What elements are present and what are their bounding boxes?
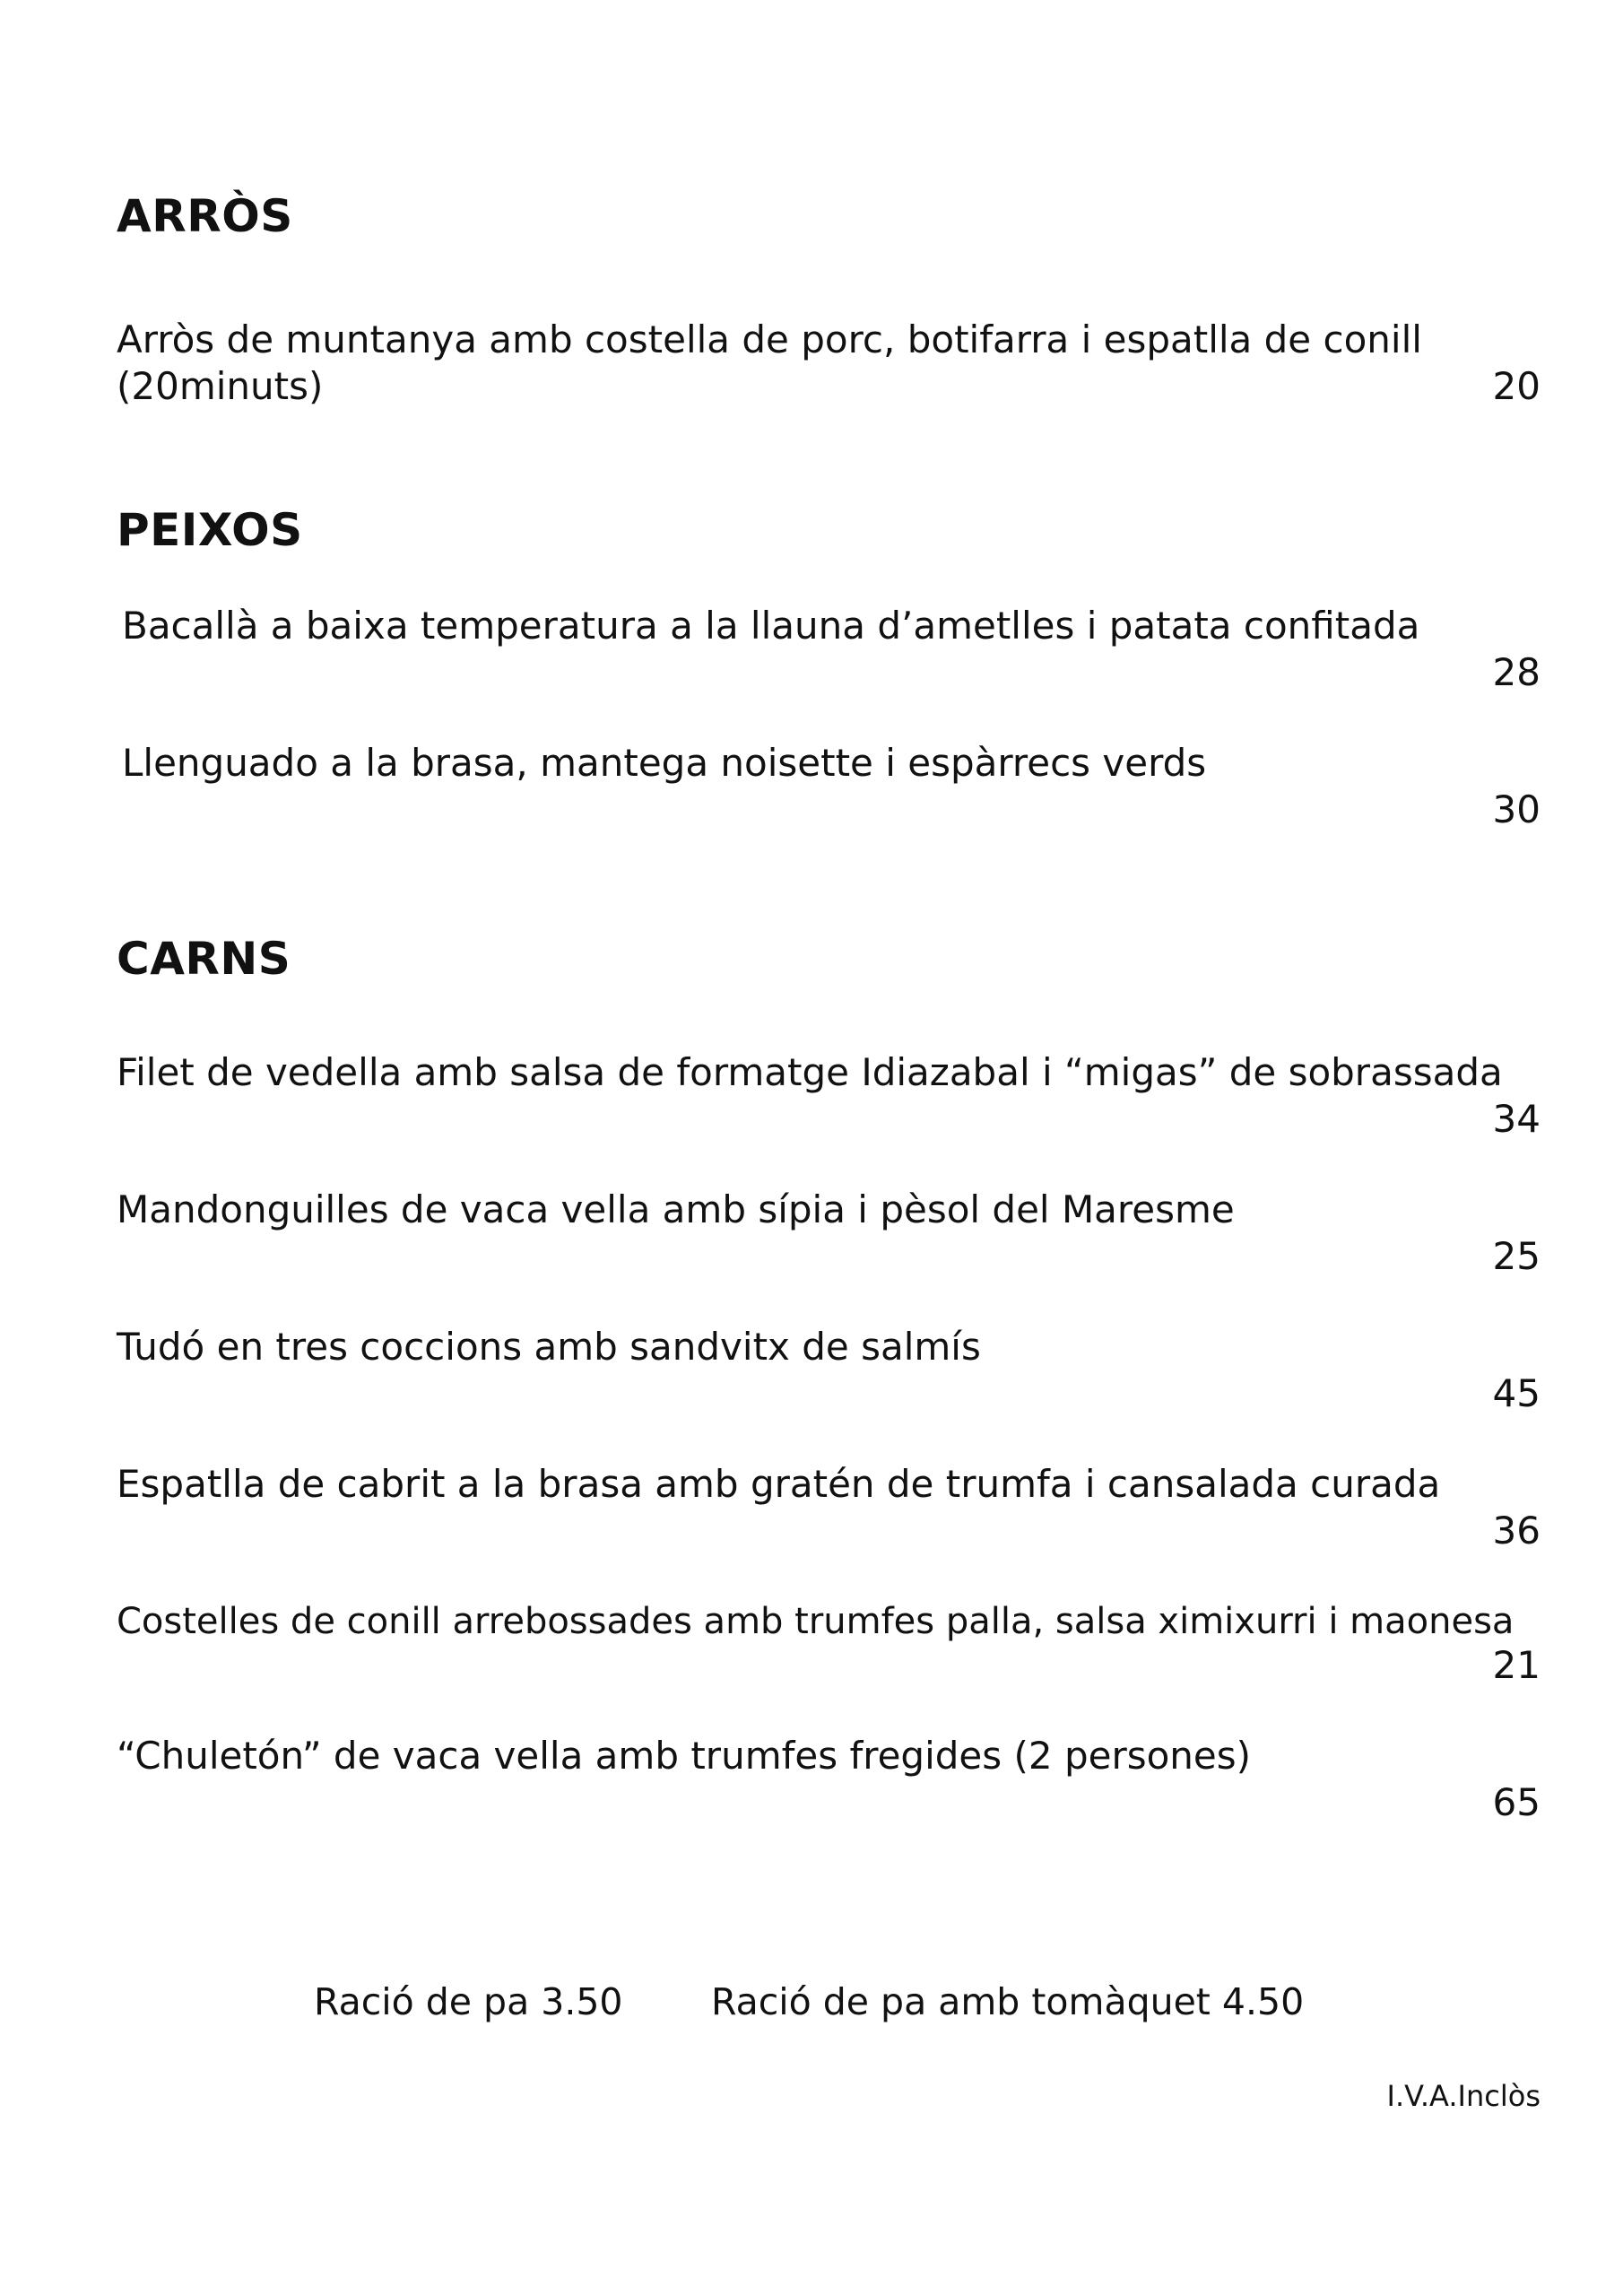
menu-item-note: (20minuts) (117, 364, 324, 408)
menu-item-name: Costelles de conill arrebossades amb trumfes palla, salsa ximixurri i maonesa (117, 1601, 1515, 1642)
menu-item-name: Bacallà a baixa temperatura a la llauna d’ametlles i patata confitada (122, 604, 1420, 648)
menu-item-price: 21 (1492, 1643, 1541, 1687)
menu-item-price: 25 (1492, 1234, 1541, 1278)
menu-item-name: “Chuletón” de vaca vella amb trumfes fregides (2 persones) (117, 1734, 1252, 1778)
menu-item-price: 36 (1492, 1509, 1541, 1552)
menu-item-name: Arròs de muntanya amb costella de porc, botifarra i espatlla de conill (117, 317, 1422, 361)
menu-item-price: 20 (1492, 364, 1541, 408)
menu-item-name: Espatlla de cabrit a la brasa amb gratén de trumfa i cansalada curada (117, 1462, 1441, 1506)
menu-item-name: Mandonguilles de vaca vella amb sípia i pèsol del Maresme (117, 1187, 1235, 1231)
bread-tomato-portion-price: Ració de pa amb tomàquet 4.50 (711, 1980, 1305, 2023)
bread-portion-price: Ració de pa 3.50 (314, 1980, 623, 2023)
menu-item-price: 28 (1492, 650, 1541, 694)
section-heading-peixos: PEIXOS (117, 504, 303, 556)
section-heading-arros: ARRÒS (117, 190, 293, 242)
menu-item-name: Llenguado a la brasa, mantega noisette i espàrrecs verds (122, 741, 1207, 785)
menu-item-price: 45 (1492, 1371, 1541, 1415)
menu-item-price: 30 (1492, 787, 1541, 831)
menu-item-price: 34 (1492, 1097, 1541, 1141)
section-heading-carns: CARNS (117, 933, 291, 985)
menu-item-name: Tudó en tres coccions amb sandvitx de salmís (117, 1325, 981, 1369)
menu-item-price: 65 (1492, 1780, 1541, 1824)
menu-item-name: Filet de vedella amb salsa de formatge Idiazabal i “migas” de sobrassada (117, 1050, 1503, 1094)
vat-included-note: I.V.A.Inclòs (1386, 2079, 1541, 2113)
